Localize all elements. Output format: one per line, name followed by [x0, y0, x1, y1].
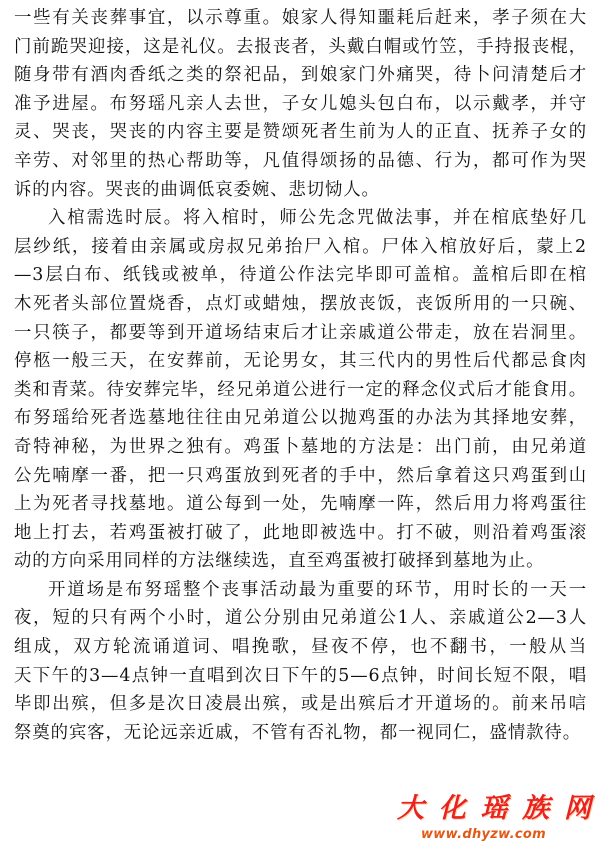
text-line: 公先喃摩一番，把一只鸡蛋放到死者的手中，然后拿着这只鸡蛋到山	[14, 465, 587, 486]
text-line: 随身带有酒肉香纸之类的祭祀品，到娘家门外痛哭，待卜问清楚后才	[14, 65, 587, 86]
text-line: 诉的内容。哭丧的曲调低哀委婉、悲切恸人。	[14, 179, 380, 200]
text-line: 开道场是布努瑶整个丧事活动最为重要的环节，用时长的一天一	[48, 579, 587, 600]
watermark-char: 化	[438, 793, 466, 824]
text-line: 组成，双方轮流诵道词、唱挽歌，昼夜不停，也不翻书，一般从当	[14, 637, 587, 658]
watermark-title	[397, 793, 591, 825]
text-line: —3层白布、纸钱或被单，待道公作法完毕即可盖棺。盖棺后即在棺	[14, 265, 587, 286]
text-line: 一只筷子，都要等到开道场结束后才让亲戚道公带走，放在岩洞里。	[14, 322, 587, 343]
document-body	[14, 4, 587, 747]
text-line: 一些有关丧葬事宜，以示尊重。娘家人得知噩耗后赶来，孝子须在大	[14, 8, 587, 28]
text-line: 门前跪哭迎接，这是礼仪。去报丧者，头戴白帽或竹笠，手持报丧棍，	[14, 36, 587, 57]
text-line: 上为死者寻找墓地。道公每到一处，先喃摩一阵，然后用力将鸡蛋往	[14, 494, 587, 515]
text-line: 地上打去，若鸡蛋被打破了，此地即被选中。打不破，则沿着鸡蛋滚	[14, 522, 587, 543]
text-line: 动的方向采用同样的方法继续选，直至鸡蛋被打破择到墓地为止。	[14, 551, 545, 572]
text-line: 辛劳、对邻里的热心帮助等，凡值得颂扬的品德、行为，都可作为哭	[14, 150, 587, 171]
text-line: 祭奠的宾客，无论远亲近戚，不管有否礼物，都一视同仁，盛情款待。	[14, 722, 582, 743]
text-line: 夜，短的只有两个小时，道公分别由兄弟道公1人、亲戚道公2—3人	[14, 608, 587, 629]
site-watermark	[395, 793, 591, 847]
paragraph	[14, 4, 587, 204]
watermark-char: 瑶	[480, 793, 508, 824]
watermark-char: 族	[522, 793, 550, 824]
text-line: 奇特神秘，为世界之独有。鸡蛋卜墓地的方法是：出门前，由兄弟道	[14, 436, 587, 457]
text-line: 布努瑶给死者选墓地往往由兄弟道公以抛鸡蛋的办法为其择地安葬，	[14, 408, 587, 429]
text-line: 入棺需选时辰。将入棺时，师公先念咒做法事，并在棺底垫好几	[48, 208, 587, 229]
text-line: 停柩一般三天，在安葬前，无论男女，其三代内的男性后代都忌食肉	[14, 351, 587, 372]
text-line: 类和青菜。待安葬完毕，经兄弟道公进行一定的释念仪式后才能食用。	[14, 379, 587, 400]
watermark-char: 大	[397, 793, 424, 824]
text-line: 天下午的3—4点钟一直唱到次日下午的5—6点钟，时间长短不限，唱	[14, 665, 587, 686]
text-line: 木死者头部位置烧香，点灯或蜡烛，摆放丧饭，丧饭所用的一只碗、	[14, 293, 587, 314]
watermark-char: 网	[564, 793, 591, 824]
text-line: 灵、哭丧，哭丧的内容主要是赞颂死者生前为人的正直、抚养子女的	[14, 122, 587, 143]
text-line: 毕即出殡，但多是次日凌晨出殡，或是出殡后才开道场的。前来吊唁	[14, 694, 587, 715]
text-line: 准予进屋。布努瑶凡亲人去世，子女儿媳头包白布，以示戴孝，并守	[14, 93, 587, 114]
text-line: 层纱纸，接着由亲属或房叔兄弟抬尸入棺。尸体入棺放好后，蒙上2	[14, 236, 587, 257]
paragraph	[14, 576, 587, 748]
paragraph	[14, 204, 587, 576]
watermark-url: www.dhyzw.com	[421, 827, 546, 842]
